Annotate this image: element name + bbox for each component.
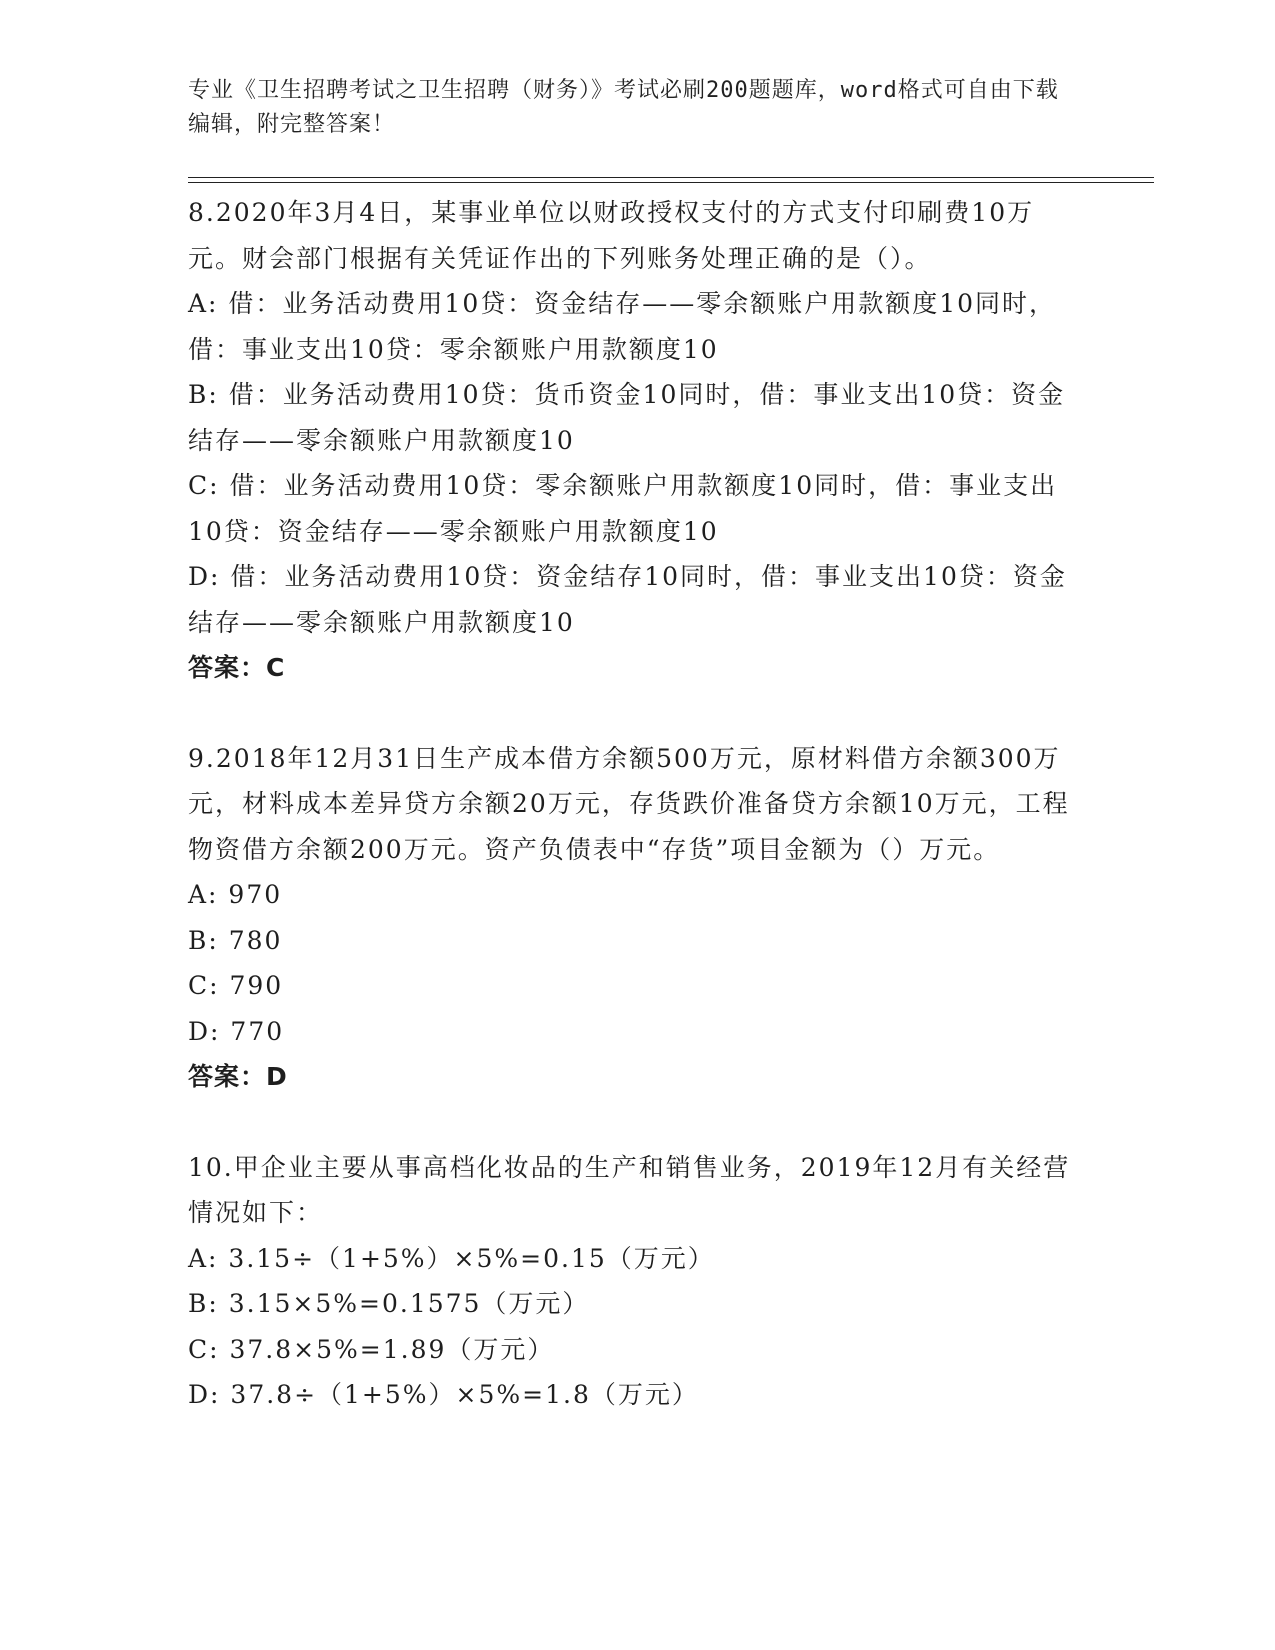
answer: 答案：D — [188, 1062, 288, 1091]
option-c: C: 37.8×5%=1.89（万元） — [188, 1334, 555, 1364]
question-stem: 8.2020年3月4日，某事业单位以财政授权支付的方式支付印刷费10万元。财会部门根据有关凭证作出的下列账务处理正确的是（）。 — [188, 198, 1035, 273]
option-b: B: 3.15×5%=0.1575（万元） — [188, 1289, 590, 1318]
option-b: B: 780 — [188, 925, 283, 955]
option-c: C: 借：业务活动费用10贷：零余额账户用款额度10同时，借：事业支出10贷：资金结存——零余额账户用款额度10 — [188, 471, 1058, 546]
question-list — [188, 190, 1088, 1418]
option-a: A: 970 — [188, 880, 283, 909]
question-9 — [188, 736, 1088, 1100]
spacer — [188, 691, 1088, 736]
answer: 答案：C — [188, 653, 286, 682]
header-divider-second — [188, 182, 1154, 183]
option-c: C: 790 — [188, 971, 284, 1000]
option-d: D: 37.8÷（1+5%）×5%=1.8（万元） — [188, 1380, 699, 1409]
question-10 — [188, 1145, 1088, 1418]
option-b: B: 借：业务活动费用10贷：货币资金10同时，借：事业支出10贷：资金结存——零余额账户用款额度10 — [188, 380, 1066, 455]
spacer — [188, 1100, 1088, 1145]
option-d: D: 借：业务活动费用10贷：资金结存10同时，借：事业支出10贷：资金结存——零余额账户用款额度10 — [188, 562, 1067, 637]
document-header: 专业《卫生招聘考试之卫生招聘（财务）》考试必刷200题题库，word格式可自由下载编辑，附完整答案！ — [188, 78, 1059, 137]
question-stem: 9.2018年12月31日生产成本借方余额500万元，原材料借方余额300万元，材料成本差异贷方余额20万元，存货跌价准备贷方余额10万元，工程物资借方余额200万元。资产负债表中“存货”项目金额为（）万元。 — [188, 743, 1070, 864]
question-8 — [188, 190, 1088, 691]
option-d: D: 770 — [188, 1016, 285, 1046]
option-a: A: 3.15÷（1+5%）×5%=0.15（万元） — [188, 1243, 715, 1273]
option-a: A: 借：业务活动费用10贷：资金结存——零余额账户用款额度10同时，借：事业支出10贷：零余额账户用款额度10 — [188, 289, 1057, 364]
question-stem: 10.甲企业主要从事高档化妆品的生产和销售业务，2019年12月有关经营情况如下： — [188, 1152, 1071, 1227]
header-divider — [188, 177, 1154, 178]
